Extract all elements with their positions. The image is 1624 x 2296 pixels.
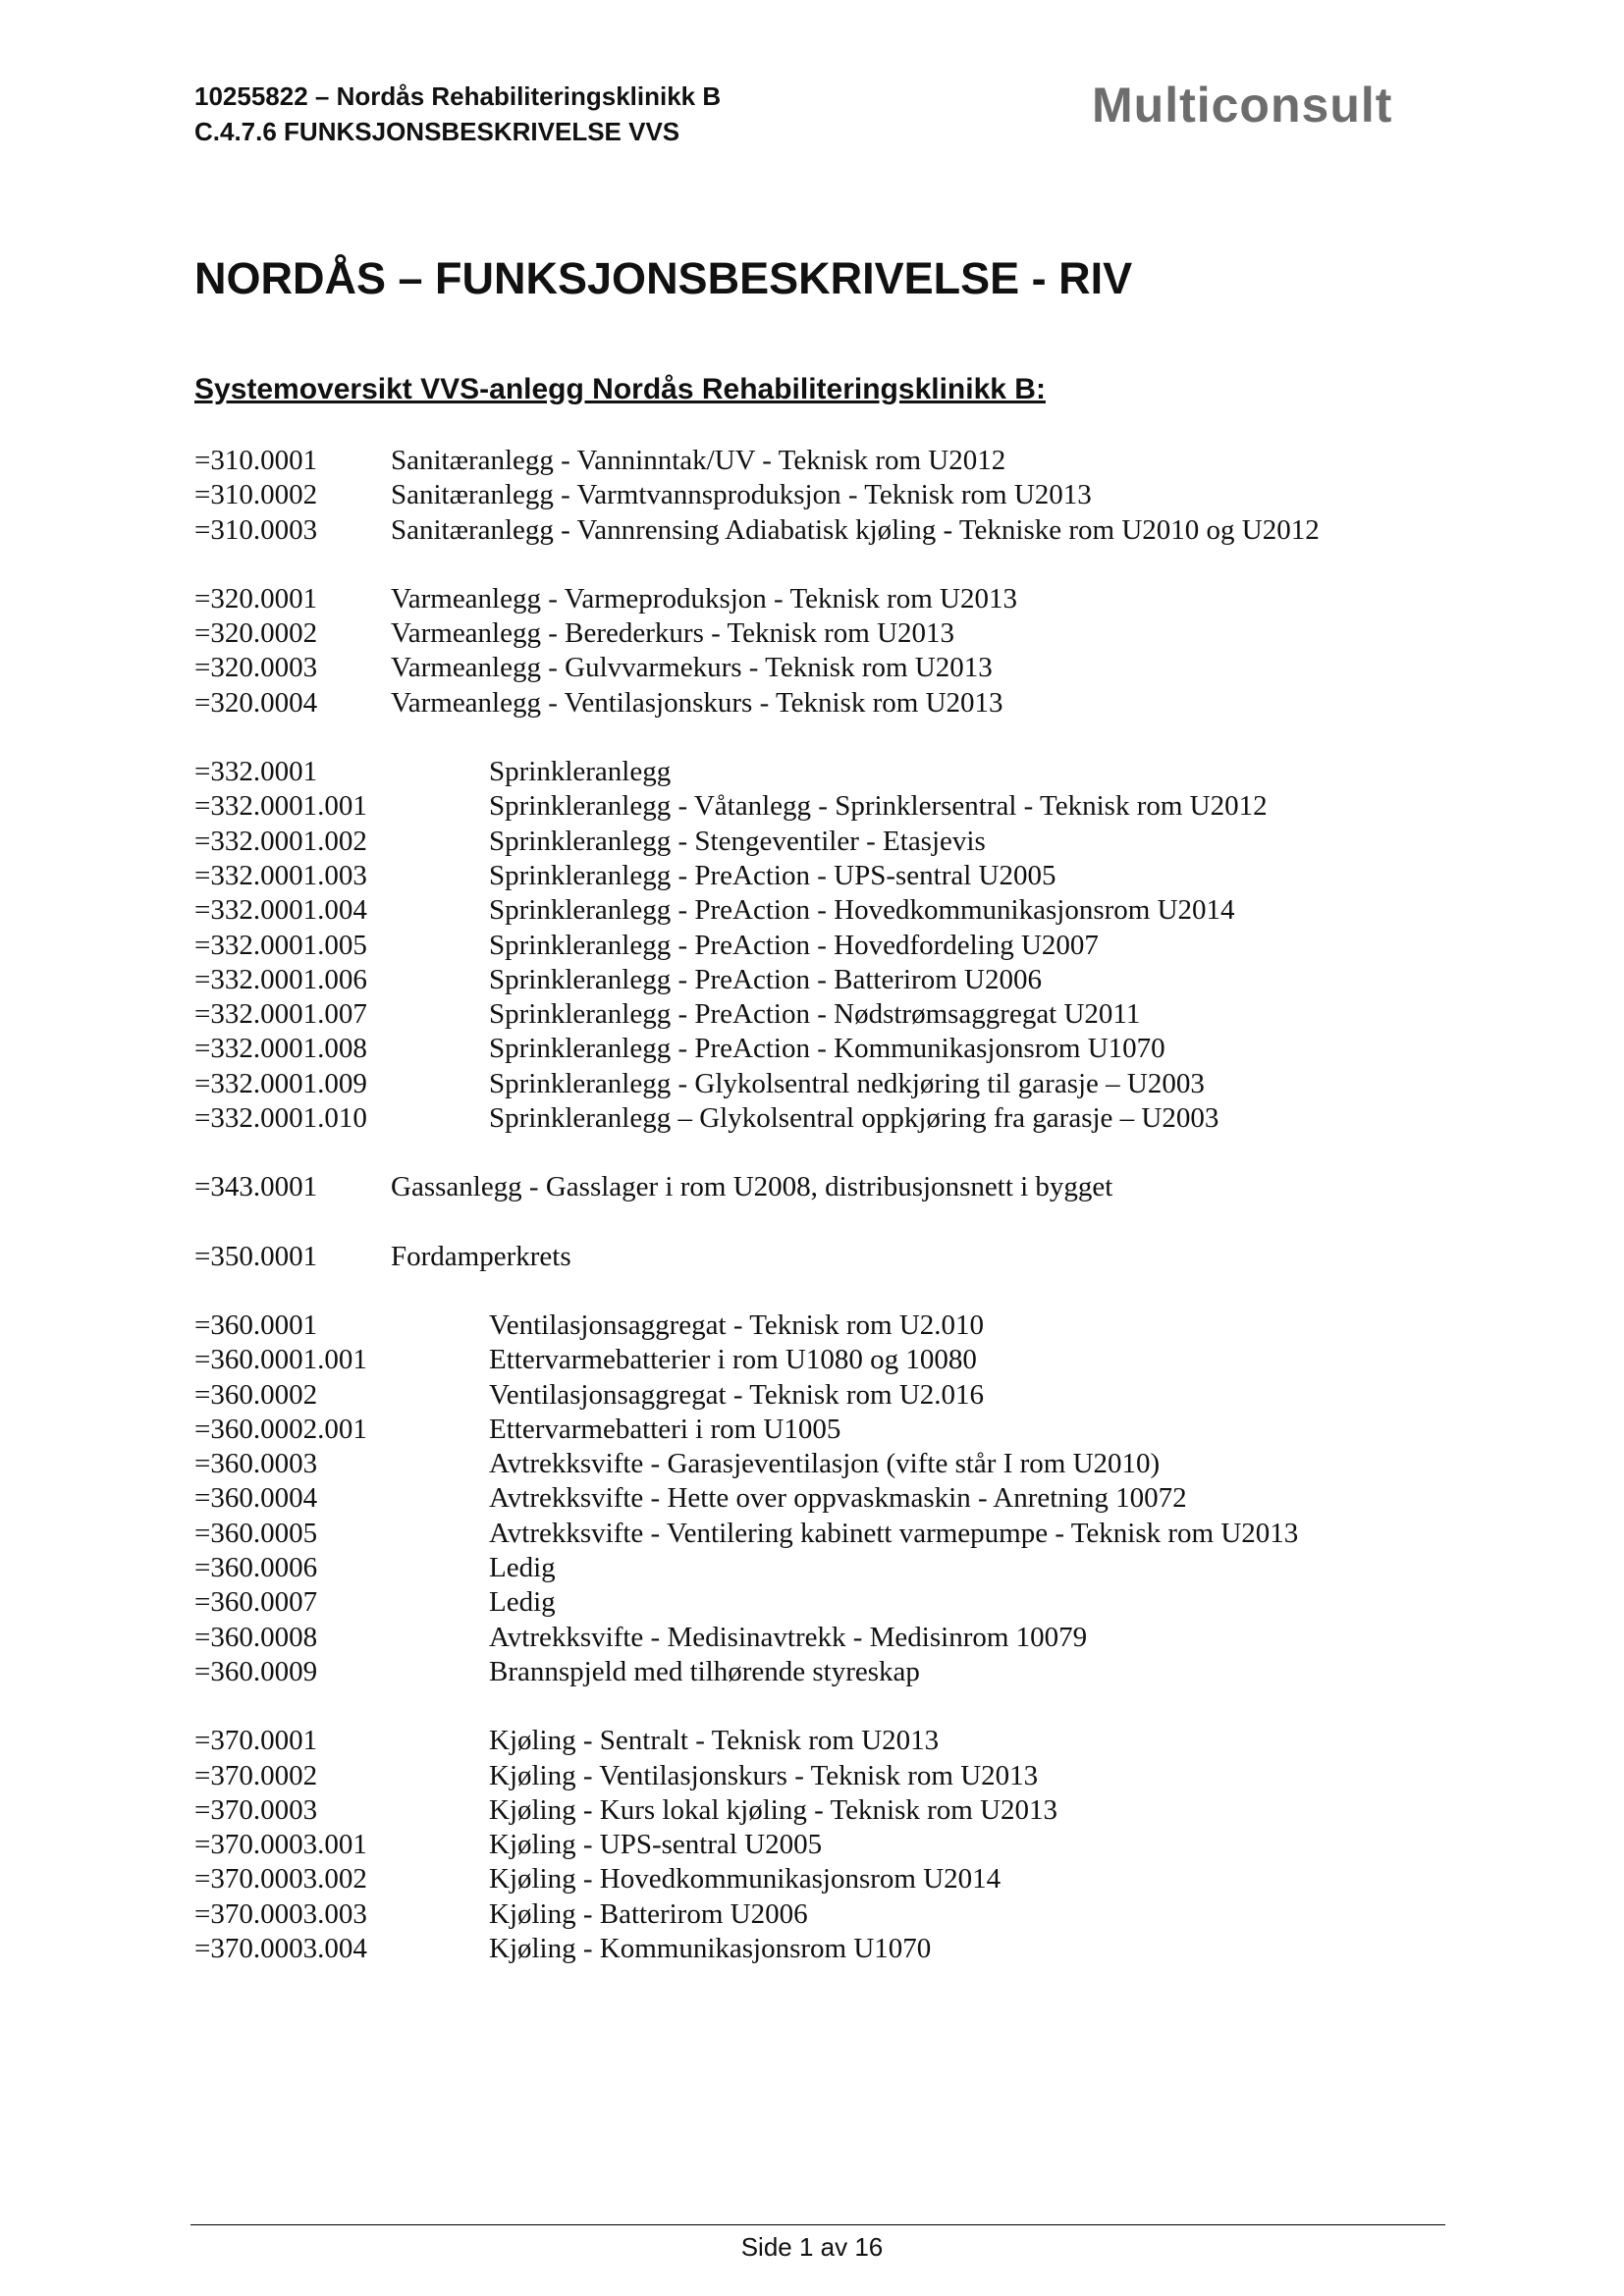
system-description: Avtrekksvifte - Ventilering kabinett varmepumpe - Teknisk rom U2013 — [489, 1517, 1299, 1549]
footer-divider — [190, 2224, 1445, 2225]
system-code: =332.0001 — [194, 756, 318, 788]
system-description: Kjøling - Hovedkommunikasjonsrom U2014 — [489, 1863, 1001, 1896]
system-description: Varmeanlegg - Ventilasjonskurs - Teknisk rom U2013 — [391, 686, 1003, 719]
system-code: =360.0005 — [194, 1517, 318, 1549]
system-row — [194, 513, 1451, 548]
system-description: Avtrekksvifte - Medisinavtrekk - Medisinrom 10079 — [489, 1621, 1088, 1653]
system-list — [194, 444, 1451, 2001]
system-description: Sprinkleranlegg - Glykolsentral nedkjøring til garasje – U2003 — [489, 1067, 1205, 1099]
system-row — [194, 1828, 1451, 1862]
system-row — [194, 1101, 1451, 1136]
system-row — [194, 1170, 1451, 1204]
system-row — [194, 893, 1451, 928]
system-code: =343.0001 — [194, 1171, 318, 1203]
system-row — [194, 1621, 1451, 1655]
system-description: Ettervarmebatterier i rom U1080 og 10080 — [489, 1344, 977, 1376]
system-row — [194, 1551, 1451, 1585]
system-description: Sprinkleranlegg - PreAction - Nødstrømsaggregat U2011 — [489, 998, 1141, 1031]
system-group — [194, 444, 1451, 548]
system-row — [194, 929, 1451, 963]
system-row — [194, 478, 1451, 512]
system-description: Kjøling - Kommunikasjonsrom U1070 — [489, 1932, 932, 1964]
system-code: =332.0001.007 — [194, 998, 367, 1031]
system-code: =370.0003.002 — [194, 1863, 367, 1896]
system-code: =360.0006 — [194, 1552, 318, 1584]
system-description: Ventilasjonsaggregat - Teknisk rom U2.016 — [489, 1378, 985, 1411]
system-description: Sprinkleranlegg - PreAction - Hovedkommunikasjonsrom U2014 — [489, 894, 1235, 927]
system-group — [194, 582, 1451, 721]
system-code: =332.0001.005 — [194, 929, 367, 961]
system-code: =310.0001 — [194, 445, 318, 476]
system-description: Kjøling - Ventilasjonskurs - Teknisk rom U2013 — [489, 1759, 1039, 1791]
system-row — [194, 651, 1451, 685]
system-row — [194, 963, 1451, 997]
system-description: Avtrekksvifte - Garasjeventilasjon (vifte står I rom U2010) — [489, 1448, 1161, 1480]
system-description: Varmeanlegg - Berederkurs - Teknisk rom U2013 — [391, 617, 955, 650]
system-code: =332.0001.003 — [194, 859, 367, 891]
system-row — [194, 1308, 1451, 1343]
system-row — [194, 1481, 1451, 1516]
system-row — [194, 1793, 1451, 1828]
system-description: Kjøling - Sentralt - Teknisk rom U2013 — [489, 1725, 940, 1757]
system-code: =332.0001.008 — [194, 1033, 367, 1065]
system-row — [194, 1240, 1451, 1274]
system-row — [194, 1897, 1451, 1932]
system-description: Kjøling - Kurs lokal kjøling - Teknisk rom U2013 — [489, 1793, 1058, 1826]
system-row — [194, 1655, 1451, 1689]
system-row — [194, 1585, 1451, 1620]
system-code: =332.0001.002 — [194, 825, 367, 857]
system-code: =360.0008 — [194, 1621, 318, 1653]
document-header — [194, 79, 721, 149]
section-heading: Systemoversikt VVS-anlegg Nordås Rehabiliteringsklinikk B: — [194, 373, 1046, 405]
system-description: Brannspjeld med tilhørende styreskap — [489, 1655, 920, 1687]
system-code: =370.0003.001 — [194, 1829, 367, 1861]
page-title: NORDÅS – FUNKSJONSBESKRIVELSE - RIV — [194, 253, 1133, 303]
system-group — [194, 1170, 1451, 1204]
system-row — [194, 1862, 1451, 1896]
system-code: =370.0003.004 — [194, 1932, 367, 1964]
system-description: Sprinkleranlegg - PreAction - UPS-sentral U2005 — [489, 859, 1056, 891]
system-row — [194, 1343, 1451, 1377]
system-code: =360.0001 — [194, 1308, 318, 1341]
page-number: Side 1 av 16 — [740, 2232, 884, 2262]
system-description: Sanitæranlegg - Vanninntak/UV - Teknisk rom U2012 — [391, 445, 1006, 476]
system-code: =332.0001.006 — [194, 963, 367, 995]
system-description: Avtrekksvifte - Hette over oppvaskmaskin - Anretning 10072 — [489, 1482, 1187, 1515]
system-description: Varmeanlegg - Varmeproduksjon - Teknisk rom U2013 — [391, 582, 1017, 614]
system-group — [194, 1308, 1451, 1689]
multiconsult-logo: Multiconsult — [1092, 78, 1393, 133]
system-description: Gassanlegg - Gasslager i rom U2008, distribusjonsnett i bygget — [391, 1171, 1113, 1203]
system-code: =360.0003 — [194, 1448, 318, 1480]
system-description: Ettervarmebatteri i rom U1005 — [489, 1413, 841, 1445]
system-row — [194, 1759, 1451, 1793]
system-description: Varmeanlegg - Gulvvarmekurs - Teknisk rom U2013 — [391, 652, 993, 684]
system-code: =350.0001 — [194, 1240, 318, 1272]
system-code: =360.0002 — [194, 1378, 318, 1411]
system-code: =332.0001.004 — [194, 894, 367, 927]
system-row — [194, 825, 1451, 859]
system-code: =332.0001.010 — [194, 1102, 367, 1135]
system-description: Sprinkleranlegg - PreAction - Batterirom U2006 — [489, 963, 1042, 995]
system-row — [194, 1378, 1451, 1413]
system-row — [194, 582, 1451, 616]
system-row — [194, 1067, 1451, 1101]
system-group — [194, 1240, 1451, 1274]
system-code: =320.0002 — [194, 617, 318, 650]
system-description: Sprinkleranlegg - Våtanlegg - Sprinklersentral - Teknisk rom U2012 — [489, 790, 1268, 823]
system-row — [194, 1724, 1451, 1758]
system-description: Ledig — [489, 1552, 556, 1584]
system-row — [194, 1932, 1451, 1966]
system-description: Ledig — [489, 1586, 556, 1619]
system-description: Kjøling - Batterirom U2006 — [489, 1897, 808, 1930]
system-group — [194, 1724, 1451, 1966]
system-description: Fordamperkrets — [391, 1240, 571, 1272]
system-description: Ventilasjonsaggregat - Teknisk rom U2.010 — [489, 1308, 985, 1341]
system-code: =320.0001 — [194, 582, 318, 614]
system-code: =320.0003 — [194, 652, 318, 684]
system-code: =320.0004 — [194, 686, 318, 719]
system-row — [194, 755, 1451, 789]
system-row — [194, 1413, 1451, 1447]
system-row — [194, 789, 1451, 824]
system-code: =370.0002 — [194, 1759, 318, 1791]
system-description: Sanitæranlegg - Varmtvannsproduksjon - Teknisk rom U2013 — [391, 479, 1092, 511]
project-line: 10255822 – Nordås Rehabiliteringsklinikk B — [194, 81, 722, 111]
system-group — [194, 755, 1451, 1136]
system-description: Kjøling - UPS-sentral U2005 — [489, 1829, 823, 1861]
system-description: Sprinkleranlegg - PreAction - Hovedfordeling U2007 — [489, 929, 1099, 961]
system-code: =310.0002 — [194, 479, 318, 511]
system-description: Sprinkleranlegg – Glykolsentral oppkjøring fra garasje – U2003 — [489, 1102, 1219, 1135]
system-description: Sanitæranlegg - Vannrensing Adiabatisk kjøling - Tekniske rom U2010 og U2012 — [391, 513, 1320, 546]
system-description: Sprinkleranlegg - PreAction - Kommunikasjonsrom U1070 — [489, 1033, 1165, 1065]
system-code: =332.0001.009 — [194, 1067, 367, 1099]
system-code: =360.0002.001 — [194, 1413, 367, 1445]
system-description: Sprinkleranlegg - Stengeventiler - Etasjevis — [489, 825, 986, 857]
system-code: =370.0003 — [194, 1793, 318, 1826]
system-code: =360.0001.001 — [194, 1344, 367, 1376]
system-code: =370.0001 — [194, 1725, 318, 1757]
system-row — [194, 616, 1451, 651]
system-row — [194, 686, 1451, 721]
system-code: =360.0004 — [194, 1482, 318, 1515]
system-row — [194, 859, 1451, 893]
system-row — [194, 1447, 1451, 1481]
system-row — [194, 444, 1451, 478]
system-code: =370.0003.003 — [194, 1897, 367, 1930]
system-code: =310.0003 — [194, 513, 318, 546]
system-code: =360.0007 — [194, 1586, 318, 1619]
system-code: =360.0009 — [194, 1655, 318, 1687]
system-row — [194, 997, 1451, 1032]
document-id-line: C.4.7.6 FUNKSJONSBESKRIVELSE VVS — [194, 117, 680, 146]
system-row — [194, 1032, 1451, 1066]
system-row — [194, 1517, 1451, 1551]
system-code: =332.0001.001 — [194, 790, 367, 823]
system-description: Sprinkleranlegg — [489, 756, 672, 788]
